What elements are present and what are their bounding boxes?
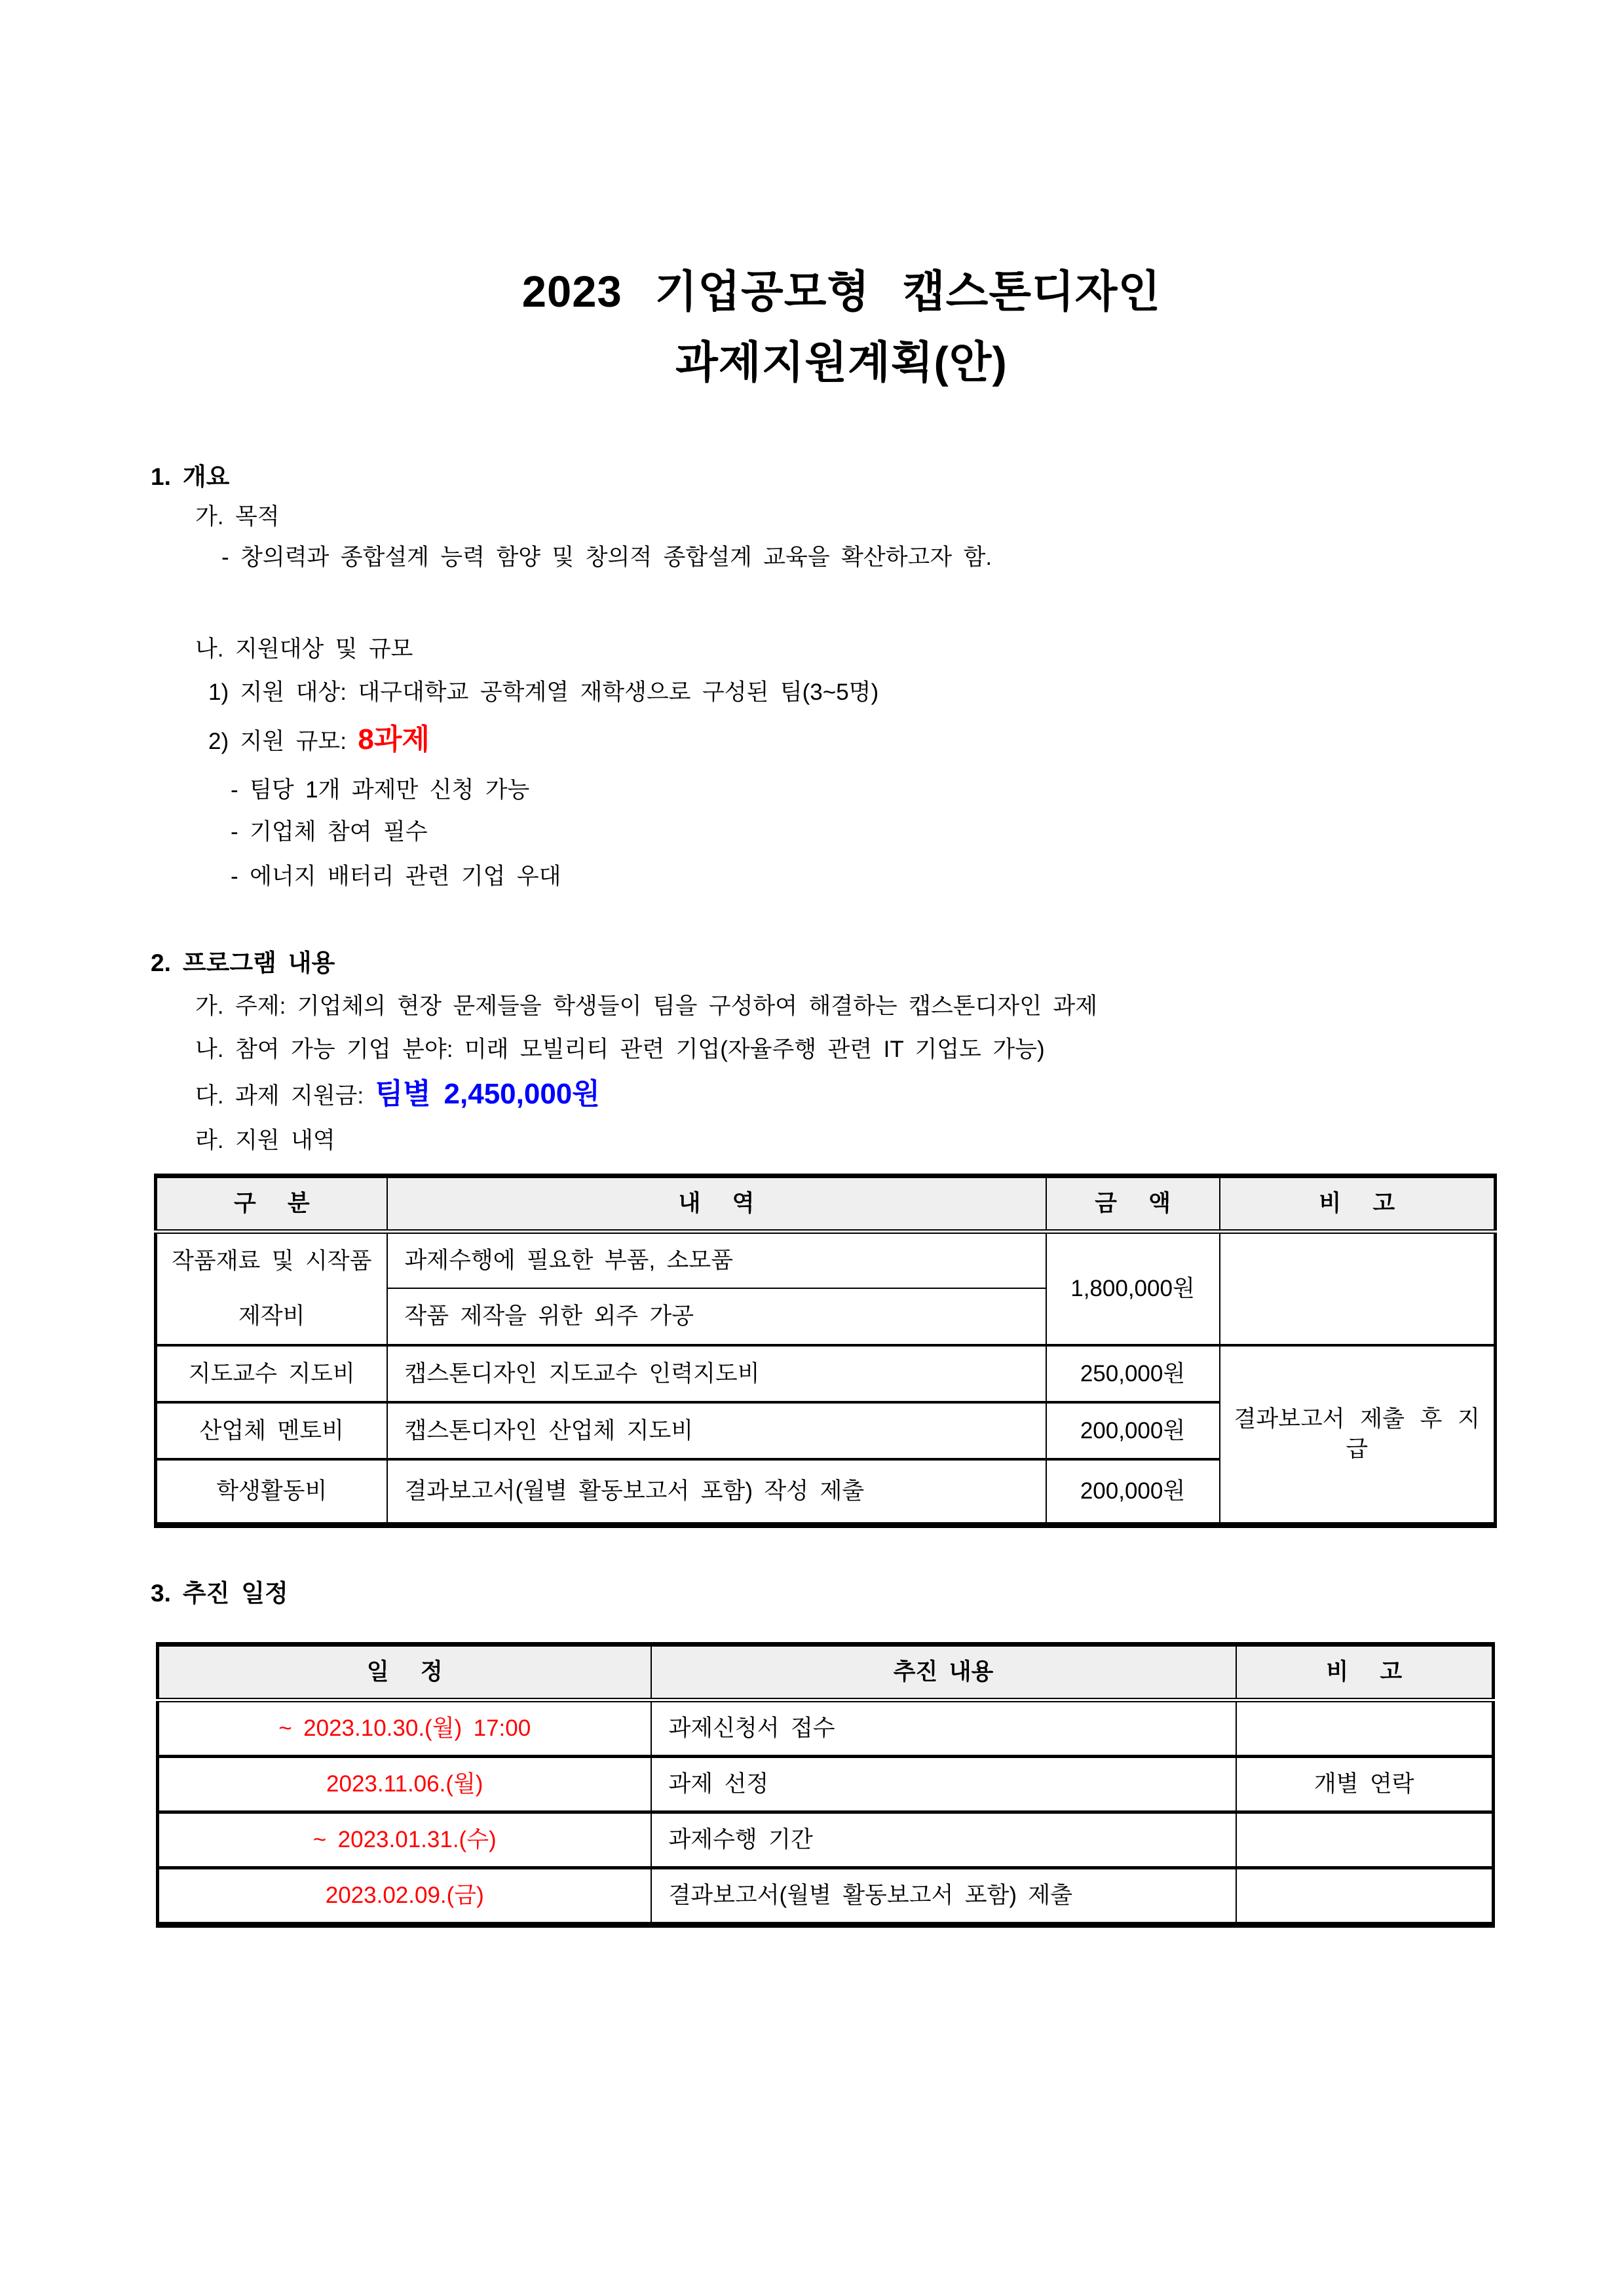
schedule-cell-content: 과제신청서 접수: [651, 1700, 1236, 1756]
program-item-subject: 가. 주제: 기업체의 현장 문제들을 학생들이 팀을 구성하여 해결하는 캡스톤디자인 과제: [195, 993, 1098, 1019]
schedule-col-note: 비 고: [1236, 1644, 1494, 1700]
schedule-cell-date: 2023.11.06.(월): [158, 1756, 651, 1812]
support-cell-category: 학생활동비: [156, 1459, 387, 1525]
support-cell-detail: 과제수행에 필요한 부품, 소모품: [387, 1232, 1046, 1289]
schedule-col-date: 일 정: [158, 1644, 651, 1700]
overview-target-subitem: - 기업체 참여 필수: [231, 819, 428, 845]
table-row: [158, 1867, 1494, 1924]
overview-target-item2-prefix: 2) 지원 규모:: [208, 729, 358, 754]
overview-target-item1: 1) 지원 대상: 대구대학교 공학계열 재학생으로 구성된 팀(3~5명): [208, 679, 879, 705]
support-cell-payment-note: 결과보고서 제출 후 지급: [1220, 1345, 1496, 1525]
support-cell-detail: 결과보고서(월별 활동보고서 포함) 작성 제출: [387, 1459, 1046, 1525]
schedule-cell-note: [1236, 1700, 1494, 1756]
program-item-fund-highlight: 팀별 2,450,000원: [375, 1078, 600, 1110]
schedule-cell-date: 2023.02.09.(금): [158, 1867, 651, 1924]
support-cell-detail: 작품 제작을 위한 외주 가공: [387, 1288, 1046, 1345]
schedule-cell-content: 결과보고서(월별 활동보고서 포함) 제출: [651, 1867, 1236, 1924]
support-table-wrapper: [154, 1174, 1624, 1528]
section-overview-heading: 1. 개요: [151, 463, 230, 490]
schedule-cell-note: [1236, 1867, 1494, 1924]
program-item-detail: 라. 지원 내역: [195, 1128, 335, 1153]
support-cell-detail: 캡스톤디자인 지도교수 인력지도비: [387, 1345, 1046, 1402]
table-row: [158, 1700, 1494, 1756]
program-item-field: 나. 참여 가능 기업 분야: 미래 모빌리티 관련 기업(자율주행 관련 IT 기업도 가능): [195, 1037, 1045, 1062]
table-row: [158, 1812, 1494, 1867]
support-col-note: 비 고: [1220, 1176, 1496, 1232]
support-cell-amount: 200,000원: [1046, 1402, 1220, 1459]
support-cell-amount: 250,000원: [1046, 1345, 1220, 1402]
schedule-cell-date: ~ 2023.01.31.(수): [158, 1812, 651, 1867]
schedule-table: [156, 1642, 1495, 1928]
overview-purpose-label: 가. 목적: [195, 504, 280, 529]
schedule-cell-note: 개별 연락: [1236, 1756, 1494, 1812]
overview-target-label: 나. 지원대상 및 규모: [195, 636, 413, 662]
support-col-amount: 금 액: [1046, 1176, 1220, 1232]
overview-target-subitem: - 에너지 배터리 관련 기업 우대: [231, 864, 561, 889]
document-title-line1: 2023 기업공모형 캡스톤디자인: [521, 267, 1161, 316]
table-row: [156, 1232, 1496, 1289]
schedule-cell-content: 과제수행 기간: [651, 1812, 1236, 1867]
support-cell-detail: 캡스톤디자인 산업체 지도비: [387, 1402, 1046, 1459]
support-col-detail: 내 역: [387, 1176, 1046, 1232]
overview-purpose-item: - 창의력과 종합설계 능력 함양 및 창의적 종합설계 교육을 확산하고자 함.: [221, 545, 992, 570]
schedule-cell-content: 과제 선정: [651, 1756, 1236, 1812]
support-cell-note-empty: [1220, 1232, 1496, 1346]
schedule-table-header-row: [158, 1644, 1494, 1700]
support-cell-category: 산업체 멘토비: [156, 1402, 387, 1459]
schedule-cell-note: [1236, 1812, 1494, 1867]
section-program-heading: 2. 프로그램 내용: [151, 949, 335, 976]
overview-target-item2-highlight: 8과제: [358, 723, 430, 756]
overview-target-subitem: - 팀당 1개 과제만 신청 가능: [231, 777, 530, 803]
program-item-fund-prefix: 다. 과제 지원금:: [195, 1083, 375, 1109]
support-col-category: 구 분: [156, 1176, 387, 1232]
section-schedule-heading: 3. 추진 일정: [151, 1579, 288, 1607]
schedule-cell-date: ~ 2023.10.30.(월) 17:00: [158, 1700, 651, 1756]
support-cell-category: 지도교수 지도비: [156, 1345, 387, 1402]
support-cell-category: 작품재료 및 시작품제작비: [156, 1232, 387, 1346]
document-title: [0, 0, 1624, 398]
table-row: [156, 1345, 1496, 1402]
document-title-line2: 과제지원계획(안): [675, 338, 1008, 387]
schedule-col-content: 추진 내용: [651, 1644, 1236, 1700]
support-table-header-row: [156, 1176, 1496, 1232]
support-cell-amount: 1,800,000원: [1046, 1232, 1220, 1346]
support-table: [154, 1174, 1497, 1528]
table-row: [158, 1756, 1494, 1812]
program-item-fund: [195, 1076, 1624, 1115]
support-cell-amount: 200,000원: [1046, 1459, 1220, 1525]
schedule-table-wrapper: [156, 1642, 1624, 1928]
overview-target-item2: [208, 721, 1624, 760]
